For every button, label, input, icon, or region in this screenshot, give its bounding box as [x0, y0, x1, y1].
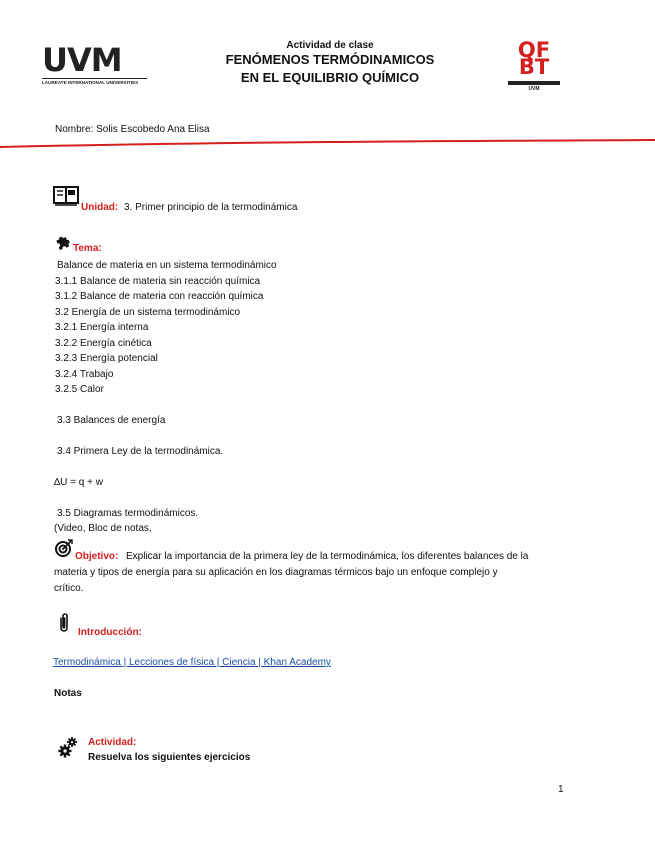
target-icon: [55, 539, 73, 560]
list-item: 3.1.1 Balance de materia sin reacción química: [55, 275, 261, 287]
list-item: 3.2.5 Calor: [55, 384, 104, 395]
list-item: 3.4 Primera Ley de la termodinámica.: [57, 446, 224, 457]
qfbt-logo-line2: BT: [518, 55, 550, 79]
introduccion-label: Introducción:: [78, 627, 142, 638]
khan-academy-link[interactable]: Termodinámica | Lecciones de física | Ciencia | Khan Academy: [53, 657, 331, 668]
actividad-text: Resuelva los siguientes ejercicios: [88, 752, 251, 763]
book-icon: [53, 186, 79, 209]
unidad-value: 3. Primer principio de la termodinámica: [124, 202, 298, 213]
notas-heading: Notas: [54, 688, 82, 699]
objetivo-line3: crítico.: [54, 583, 84, 594]
header-divider: [0, 139, 655, 187]
list-item: 3.2.4 Trabajo: [55, 368, 114, 380]
list-item: 3.2.2 Energía cinética: [55, 337, 152, 349]
qfbt-logo-line1: QF: [517, 38, 551, 62]
uvm-logo-tagline: LAUREATE INTERNATIONAL UNIVERSITIES: [42, 78, 147, 85]
document-title-line1: FENÓMENOS TERMÓDINAMICOS: [225, 52, 435, 67]
uvm-logo-word: UVM: [42, 41, 122, 79]
list-item: 3.2 Energía de un sistema termodinámico: [55, 306, 241, 318]
list-item: Balance de materia en un sistema termodinámico: [57, 260, 277, 271]
actividad-label: Actividad:: [88, 737, 137, 748]
qfbt-logo: [506, 38, 562, 100]
list-item: 3.3 Balances de energía: [57, 415, 166, 426]
qfbt-logo-rule: [506, 76, 562, 80]
unidad-label: Unidad:: [81, 202, 119, 213]
document-header: [200, 40, 460, 87]
document-title-line2: EN EL EQUILIBRIO QUÍMICO: [240, 70, 420, 85]
tema-label: Tema:: [73, 243, 102, 254]
paperclip-icon: [57, 612, 71, 637]
objetivo-label: Objetivo:: [75, 551, 119, 562]
objetivo-line2: materia y tipos de energía para su aplicación en los diagramas térmicos bajo un enfoque complejo y: [54, 567, 498, 578]
list-item: 3.2.1 Energía interna: [55, 322, 149, 333]
qfbt-logo-bar: [508, 81, 560, 85]
student-name: Nombre: Solis Escobedo Ana Elisa: [55, 124, 210, 135]
tema-list: [55, 258, 277, 398]
puzzle-icon: [55, 232, 73, 253]
uvm-logo: [42, 41, 147, 92]
page-number: 1: [558, 784, 564, 795]
document-subtitle: Actividad de clase: [286, 40, 374, 51]
qfbt-logo-uvm: UVM: [528, 86, 540, 92]
video-note: (Video, Bloc de notas,: [54, 523, 152, 534]
list-item: 3.5 Diagramas termodinámicos.: [57, 508, 199, 519]
list-item: 3.1.2 Balance de materia con reacción química: [55, 291, 264, 302]
objetivo-line1: Explicar la importancia de la primera ley de la termodinámica, los diferentes balances de la: [126, 551, 529, 562]
formula: ∆U = q + w: [54, 477, 103, 488]
gears-icon: [57, 735, 79, 762]
list-item: 3.2.3 Energía potencial: [55, 353, 158, 364]
